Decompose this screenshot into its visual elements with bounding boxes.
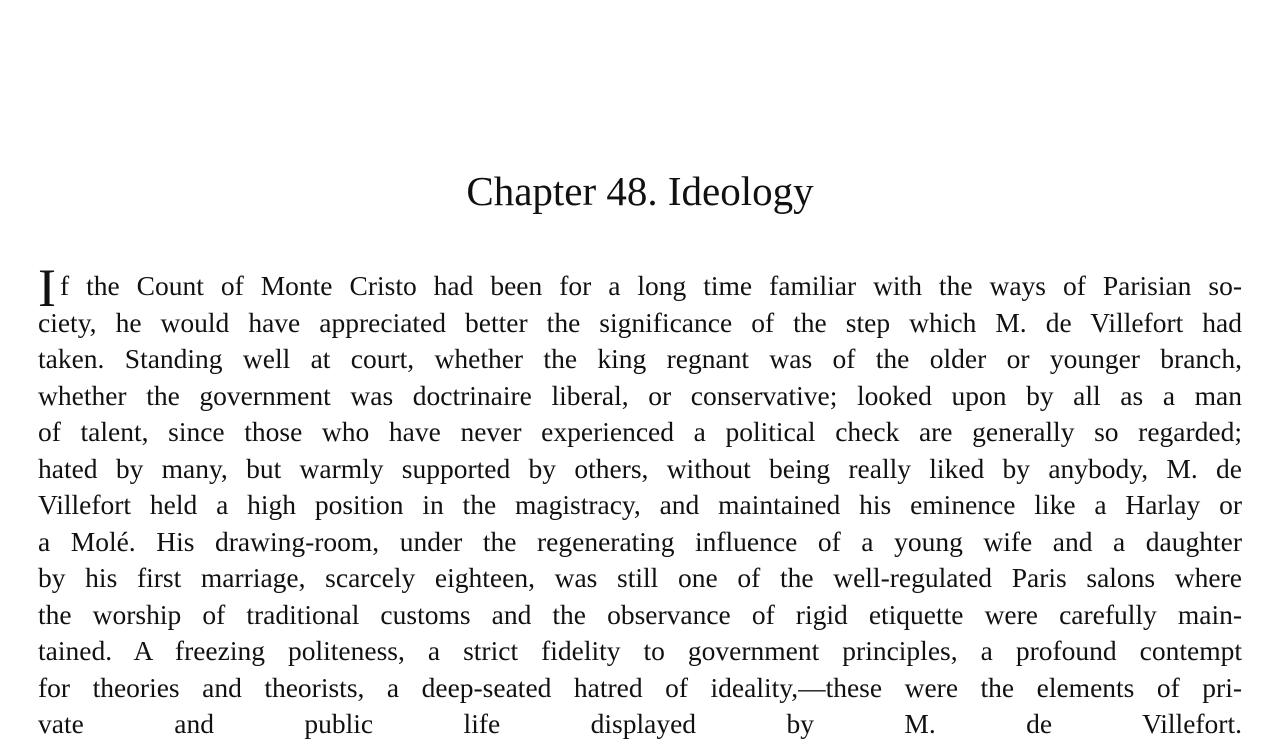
text-line: whether the government was doctrinaire liberal, or conservative; looked upon by all as a man xyxy=(38,379,1242,411)
chapter-body xyxy=(38,257,1242,739)
text-line: ciety, he would have appreciated better the significance of the step which M. de Villefort had xyxy=(38,306,1242,338)
text-line: the worship of traditional customs and the observance of rigid etiquette were carefully main- xyxy=(38,598,1242,630)
text-line: of talent, since those who have never experienced a political check are generally so regarded; xyxy=(38,416,1242,447)
text-line-content: f the Count of Monte Cristo had been for a long time familiar with the ways of Parisian so- xyxy=(59,270,1242,301)
chapter-title: Chapter 48. Ideology xyxy=(466,168,814,214)
text-line: a Molé. His drawing-room, under the regenerating influence of a young wife and a daughter xyxy=(38,525,1242,557)
text-line: Villefort held a high position in the magistracy, and maintained his eminence like a Harlay or xyxy=(38,489,1242,520)
text-line: hated by many, but warmly supported by others, without being really liked by anybody, M. de xyxy=(38,452,1242,484)
text-line: vate and public life displayed by M. de Villefort. xyxy=(38,708,1242,739)
text-line: taken. Standing well at court, whether the king regnant was of the older or younger branch, xyxy=(38,343,1242,374)
drop-cap: I xyxy=(38,257,56,318)
text-line: for theories and theorists, a deep-seated hatred of ideality,—these were the elements of pri- xyxy=(38,671,1242,703)
text-line xyxy=(38,257,1242,318)
text-line: by his first marriage, scarcely eighteen, was still one of the well-regulated Paris salons where xyxy=(38,562,1242,593)
text-line: tained. A freezing politeness, a strict fidelity to government principles, a profound contempt xyxy=(38,635,1242,666)
